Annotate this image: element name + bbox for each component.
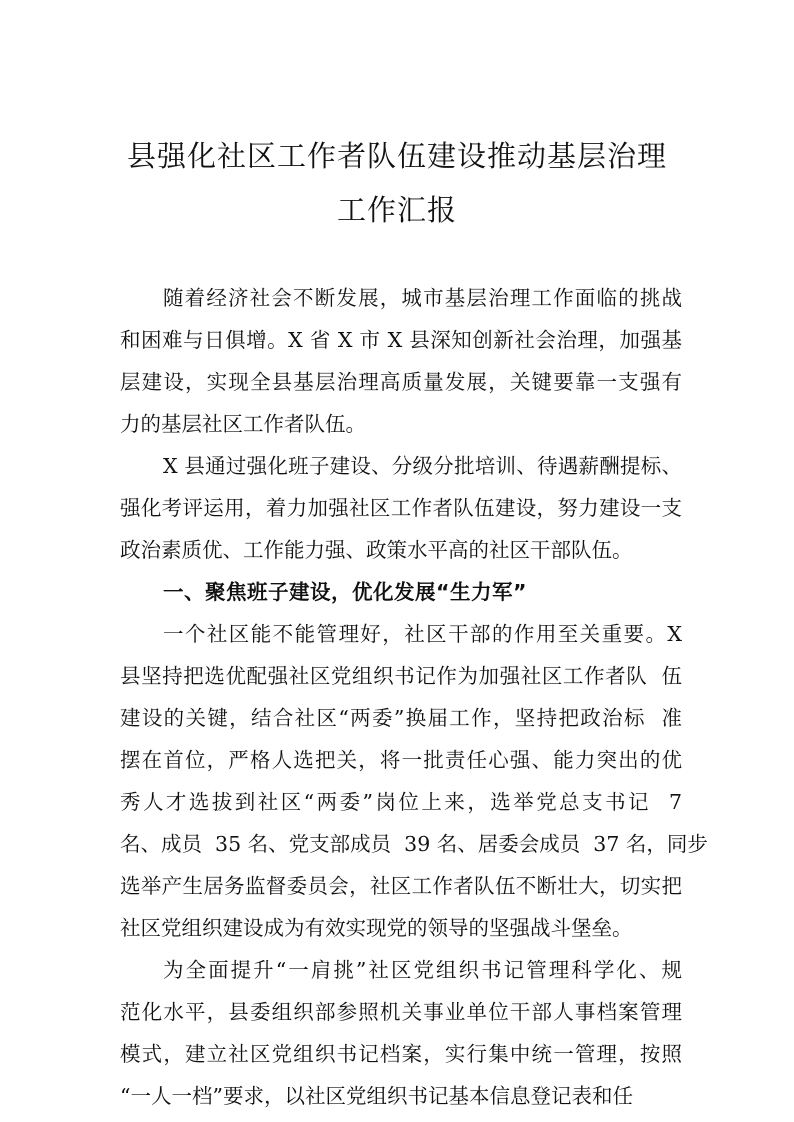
document-title-line-1: 县强化社区工作者队伍建设推动基层治理 (126, 139, 667, 173)
paragraph-line: 秀人才选拔到社区“两委”岗位上来，选举党总支书记 7 (120, 790, 682, 814)
paragraph-line: 摆在首位，严格人选把关，将一批责任心强、能力突出的优 (120, 748, 682, 772)
paragraph-line: 和困难与日俱增。X 省 X 市 X 县深知创新社会治理，加强基 (120, 328, 682, 352)
paragraph-line: 层建设，实现全县基层治理高质量发展，关键要靠一支强有 (120, 370, 682, 394)
paragraph-line: 随着经济社会不断发展，城市基层治理工作面临的挑战 (163, 286, 682, 310)
paragraph-line: 模式，建立社区党组织书记档案，实行集中统一管理，按照 (120, 1042, 682, 1066)
paragraph-line: 范化水平，县委组织部参照机关事业单位干部人事档案管理 (120, 1000, 682, 1024)
paragraph-line: 一个社区能不能管理好，社区干部的作用至关重要。X (163, 622, 682, 646)
paragraph-line: 政治素质优、工作能力强、政策水平高的社区干部队伍。 (120, 538, 633, 562)
section-heading: 一、聚焦班子建设，优化发展“生力军” (163, 580, 527, 604)
document-title-line-2: 工作汇报 (336, 193, 457, 227)
paragraph-line: 选举产生居务监督委员会，社区工作者队伍不断壮大，切实把 (120, 874, 682, 898)
paragraph-line: 县坚持把选优配强社区党组织书记作为加强社区工作者队 伍 (120, 664, 682, 688)
paragraph-line: 社区党组织建设成为有效实现党的领导的坚强战斗堡垒。 (120, 916, 633, 940)
paragraph-line: “一人一档”要求，以社区党组织书记基本信息登记表和任 (120, 1084, 633, 1108)
paragraph-line: 为全面提升“一肩挑”社区党组织书记管理科学化、规 (163, 958, 682, 982)
paragraph-line: 强化考评运用，着力加强社区工作者队伍建设，努力建设一支 (120, 496, 682, 520)
paragraph-line: 名、成员 35 名、党支部成员 39 名、居委会成员 37 名，同步 (120, 832, 708, 856)
paragraph-line: 建设的关键，结合社区“两委”换届工作，坚持把政治标 准 (120, 706, 682, 730)
paragraph-line: X 县通过强化班子建设、分级分批培训、待遇薪酬提标、 (163, 454, 682, 478)
paragraph-line: 力的基层社区工作者队伍。 (120, 412, 366, 436)
